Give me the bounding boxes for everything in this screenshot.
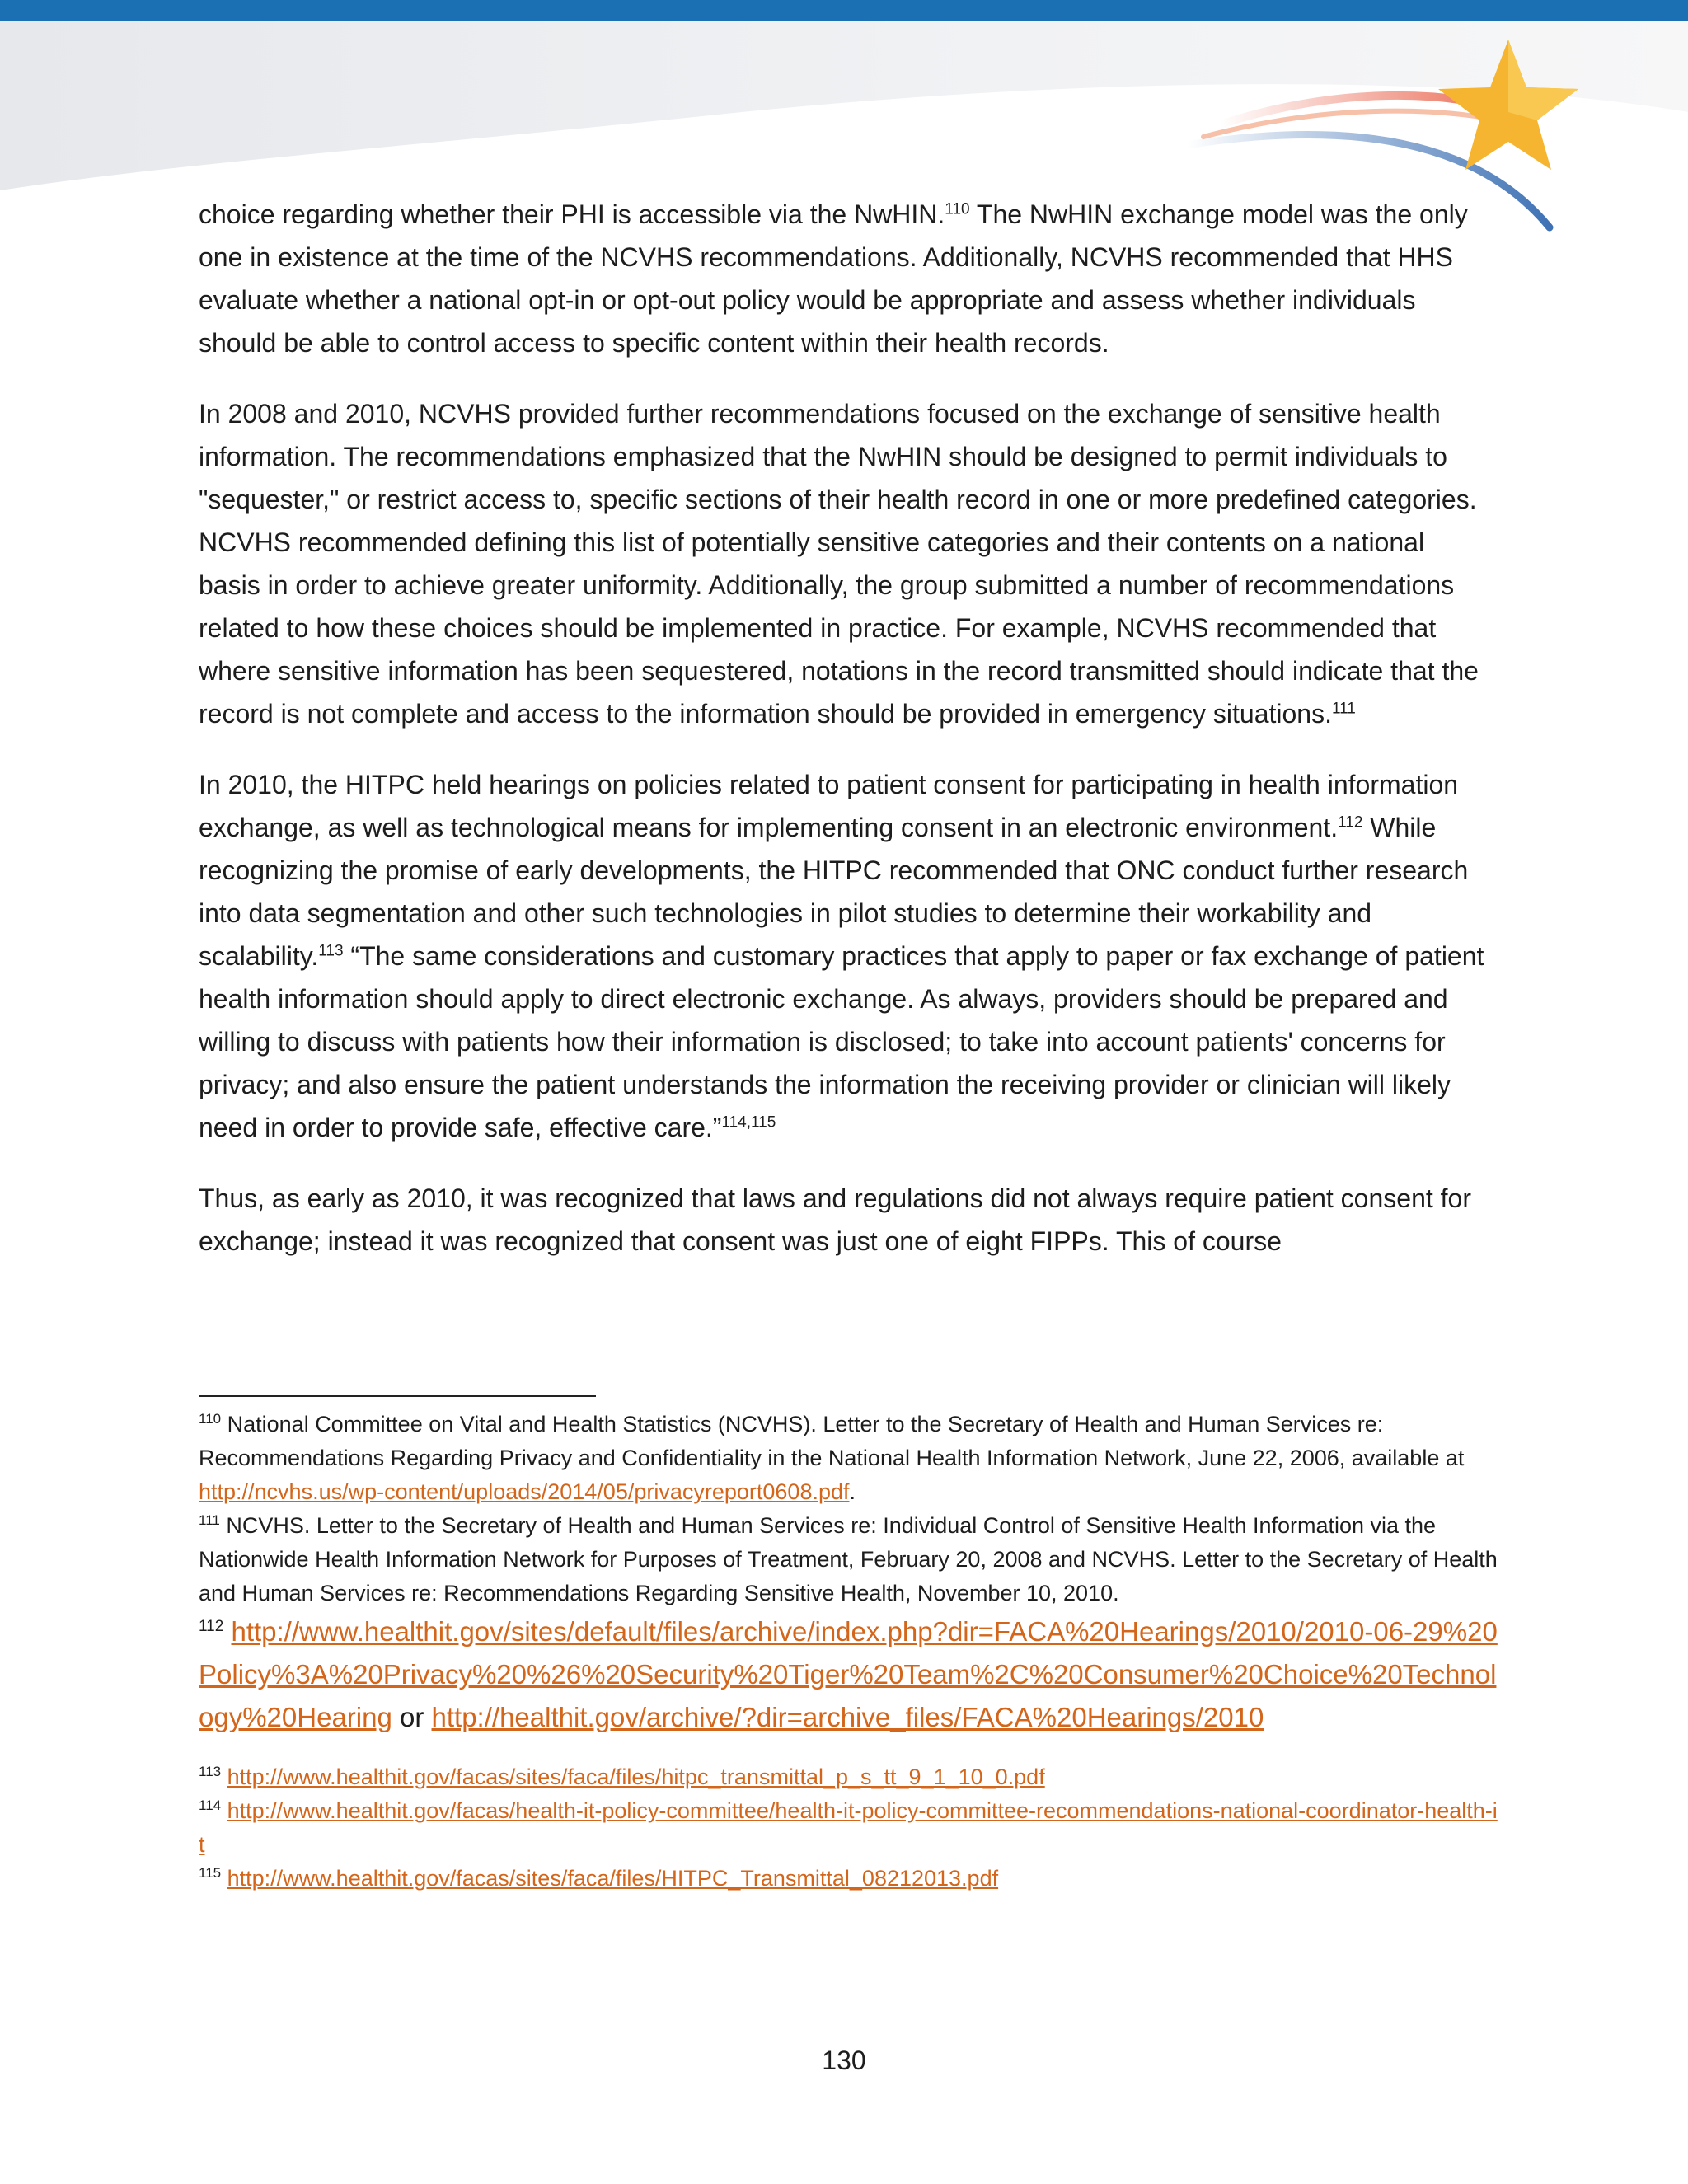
footnote-number: 111 xyxy=(199,1512,220,1528)
footnote-number: 110 xyxy=(199,1411,222,1427)
paragraph-3 xyxy=(199,763,1484,1149)
footnote-text: National Committee on Vital and Health Statistics (NCVHS). Letter to the Secretary of Health and Human Services re: Recommendations Regarding Privacy and Confidentiality in the National Health Information Network, June 22, 2006, available at xyxy=(199,1412,1465,1470)
footnote-number: 115 xyxy=(199,1865,222,1881)
paragraph-1-text: The NwHIN exchange model was the only one in existence at the time of the NCVHS recommendations. Additionally, NCVHS recommended that HHS evaluate whether a national opt-in or opt-out policy would be appropriate and assess whether individuals should be able to control access to specific content within their health records. xyxy=(199,199,1468,358)
footnote-number: 113 xyxy=(199,1764,222,1779)
footnote-number: 114 xyxy=(199,1797,222,1813)
paragraph-1-text: choice regarding whether their PHI is accessible via the NwHIN. xyxy=(199,199,945,229)
footnote-ref-112[interactable]: 112 xyxy=(1338,813,1363,832)
body-text xyxy=(199,193,1484,1291)
footnote-link[interactable]: http://healthit.gov/archive/?dir=archive_files/FACA%20Hearings/2010 xyxy=(431,1702,1264,1732)
footnote-111 xyxy=(199,1509,1501,1610)
footnote-115 xyxy=(199,1862,1501,1896)
paragraph-3-quote: “The same considerations and customary practices that apply to paper or fax exchange of patient health information should apply to direct electronic exchange. As always, providers should be prepared and willing to discuss with patients how their information is disclosed; to take into account patients' concerns for privacy; and also ensure the patient understands the information the receiving provider or clinician will likely need in order to provide safe, effective care.” xyxy=(199,941,1484,1142)
footnote-113 xyxy=(199,1760,1501,1794)
footnote-112 xyxy=(199,1610,1501,1739)
footnote-ref-110[interactable]: 110 xyxy=(945,200,970,218)
paragraph-3-text: In 2010, the HITPC held hearings on policies related to patient consent for participating in health information exchange, as well as technological means for implementing consent in an electronic environment. xyxy=(199,770,1459,842)
footnotes xyxy=(199,1408,1501,1896)
footnote-ref-114-115[interactable]: 114,115 xyxy=(721,1113,776,1132)
footnote-ref-111[interactable]: 111 xyxy=(1331,700,1356,718)
footnote-ref-113[interactable]: 113 xyxy=(318,942,344,960)
paragraph-1 xyxy=(199,193,1484,364)
footnote-114 xyxy=(199,1794,1501,1862)
paragraph-4-text: Thus, as early as 2010, it was recognized that laws and regulations did not always require patient consent for exchange; instead it was recognized that consent was just one of eight FIPPs. This of course xyxy=(199,1183,1471,1256)
page-number: 130 xyxy=(822,2046,866,2075)
footnote-text: . xyxy=(849,1479,856,1504)
top-banner-bar xyxy=(0,0,1688,21)
paragraph-3-text: While recognizing the promise of early developments, the HITPC recommended that ONC conduct further research into data segmentation and other such technologies in pilot studies to determine their workability and scalability. xyxy=(199,813,1469,971)
footnote-link[interactable]: http://ncvhs.us/wp-content/uploads/2014/05/privacyreport0608.pdf xyxy=(199,1479,850,1504)
footnote-text: NCVHS. Letter to the Secretary of Health and Human Services re: Individual Control of Sensitive Health Information via the Nationwide Health Information Network for Purposes of Treatment, February 20, 2008 and NCVHS. Letter to the Secretary of Health and Human Services re: Recommendations Regarding Sensitive Health, November 10, 2010. xyxy=(199,1513,1498,1605)
footnote-110 xyxy=(199,1408,1501,1509)
footnote-link[interactable]: http://www.healthit.gov/facas/health-it-policy-committee/health-it-policy-committee-recommendations-national-coordinator-health-it xyxy=(199,1798,1498,1857)
footnote-link[interactable]: http://www.healthit.gov/facas/sites/faca/files/HITPC_Transmittal_08212013.pdf xyxy=(227,1866,999,1891)
paragraph-2 xyxy=(199,392,1484,735)
header-grey-swoosh xyxy=(0,21,1688,190)
footnote-text: or xyxy=(392,1702,432,1732)
paragraph-4 xyxy=(199,1177,1484,1263)
footnote-link[interactable]: http://www.healthit.gov/facas/sites/faca/files/hitpc_transmittal_p_s_tt_9_1_10_0.pdf xyxy=(227,1765,1045,1789)
footnote-number: 112 xyxy=(199,1618,224,1635)
footnote-link[interactable]: http://www.healthit.gov/sites/default/files/archive/index.php?dir=FACA%20Hearings/2010/2010-06-29%20Policy%3A%20Privacy%20%26%20Security%20Tiger%20Team%2C%20Consumer%20Choice%20Technology%20Hearing xyxy=(199,1616,1498,1732)
footnote-separator xyxy=(199,1395,596,1397)
paragraph-2-text: In 2008 and 2010, NCVHS provided further recommendations focused on the exchange of sensitive health information. The recommendations emphasized that the NwHIN should be designed to permit individuals to "sequester," or restrict access to, specific sections of their health record in one or more predefined categories. NCVHS recommended defining this list of potentially sensitive categories and their contents on a national basis in order to achieve greater uniformity. Additionally, the group submitted a number of recommendations related to how these choices should be implemented in practice. For example, NCVHS recommended that where sensitive information has been sequestered, notations in the record transmitted should indicate that the record is not complete and access to the information should be provided in emergency situations. xyxy=(199,399,1479,729)
